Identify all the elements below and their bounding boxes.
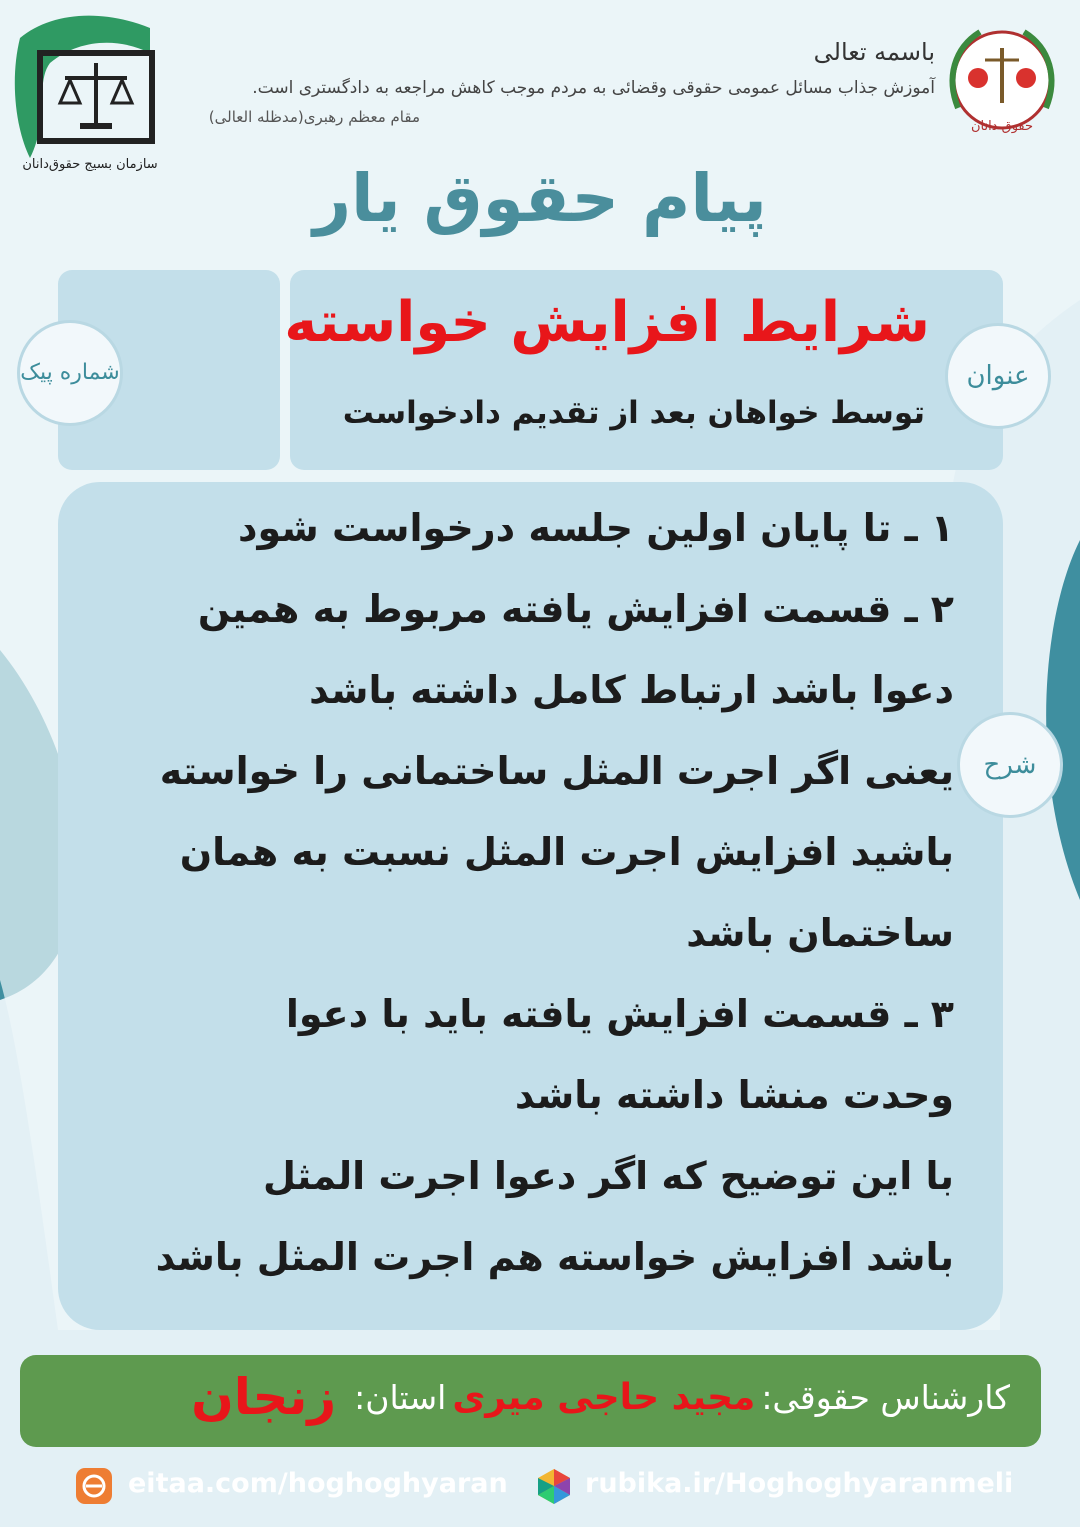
right-logo-caption: حقوق دانان bbox=[970, 119, 1034, 134]
body-line: وحدت منشا داشته باشد bbox=[514, 1073, 954, 1117]
emblem-logo bbox=[940, 18, 1065, 148]
bismillah: باسمه تعالی bbox=[813, 38, 935, 66]
rubika-icon bbox=[535, 1467, 573, 1505]
province-name: زنجان bbox=[191, 1368, 337, 1426]
rubika-link[interactable]: rubika.ir/Hoghoghyaranmeli bbox=[585, 1468, 1014, 1499]
eitaa-link[interactable]: eitaa.com/hoghoghyaran bbox=[128, 1468, 508, 1499]
body-line: دعوا باشد ارتباط کامل داشته باشد bbox=[309, 668, 954, 712]
body-line: باشید افزایش اجرت المثل نسبت به همان bbox=[179, 830, 954, 874]
title-sub: توسط خواهان بعد از تقدیم دادخواست bbox=[342, 395, 925, 431]
body-line: باشد افزایش خواسته هم اجرت المثل باشد bbox=[155, 1235, 954, 1279]
body-line: یعنی اگر اجرت المثل ساختمانی را خواسته bbox=[159, 749, 954, 793]
title-label: عنوان bbox=[948, 326, 1048, 426]
province-label: استان: bbox=[354, 1377, 447, 1417]
number-label: شماره پیک bbox=[20, 323, 120, 423]
scales-logo bbox=[10, 8, 160, 178]
body-text bbox=[124, 488, 954, 1298]
expert-name: مجید حاجی میری bbox=[452, 1376, 756, 1418]
expert-label: کارشناس حقوقی: bbox=[761, 1377, 1010, 1417]
leader-quote: آموزش جذاب مسائل عمومی حقوقی وقضائی به مردم موجب کاهش مراجعه به دادگستری است. bbox=[252, 78, 935, 98]
quote-author: مقام معظم رهبری(مدظله العالی) bbox=[208, 108, 420, 126]
body-line: ساختمان باشد bbox=[686, 911, 954, 955]
body-label: شرح bbox=[960, 715, 1060, 815]
body-line: ۳ ـ قسمت افزایش یافته باید با دعوا bbox=[285, 992, 954, 1036]
body-line: با این توضیح که اگر دعوا اجرت المثل bbox=[263, 1154, 954, 1198]
body-line: ۱ ـ تا پایان اولین جلسه درخواست شود bbox=[238, 506, 954, 550]
footer-credit bbox=[191, 1368, 1010, 1426]
eitaa-icon bbox=[75, 1467, 113, 1505]
body-line: ۲ ـ قسمت افزایش یافته مربوط به همین bbox=[197, 587, 954, 631]
brand-title: پیام حقوق یار bbox=[313, 160, 767, 237]
title-main: شرایط افزایش خواسته bbox=[284, 290, 930, 355]
left-logo-caption: سازمان بسیج حقوق‌دانان bbox=[22, 157, 158, 172]
